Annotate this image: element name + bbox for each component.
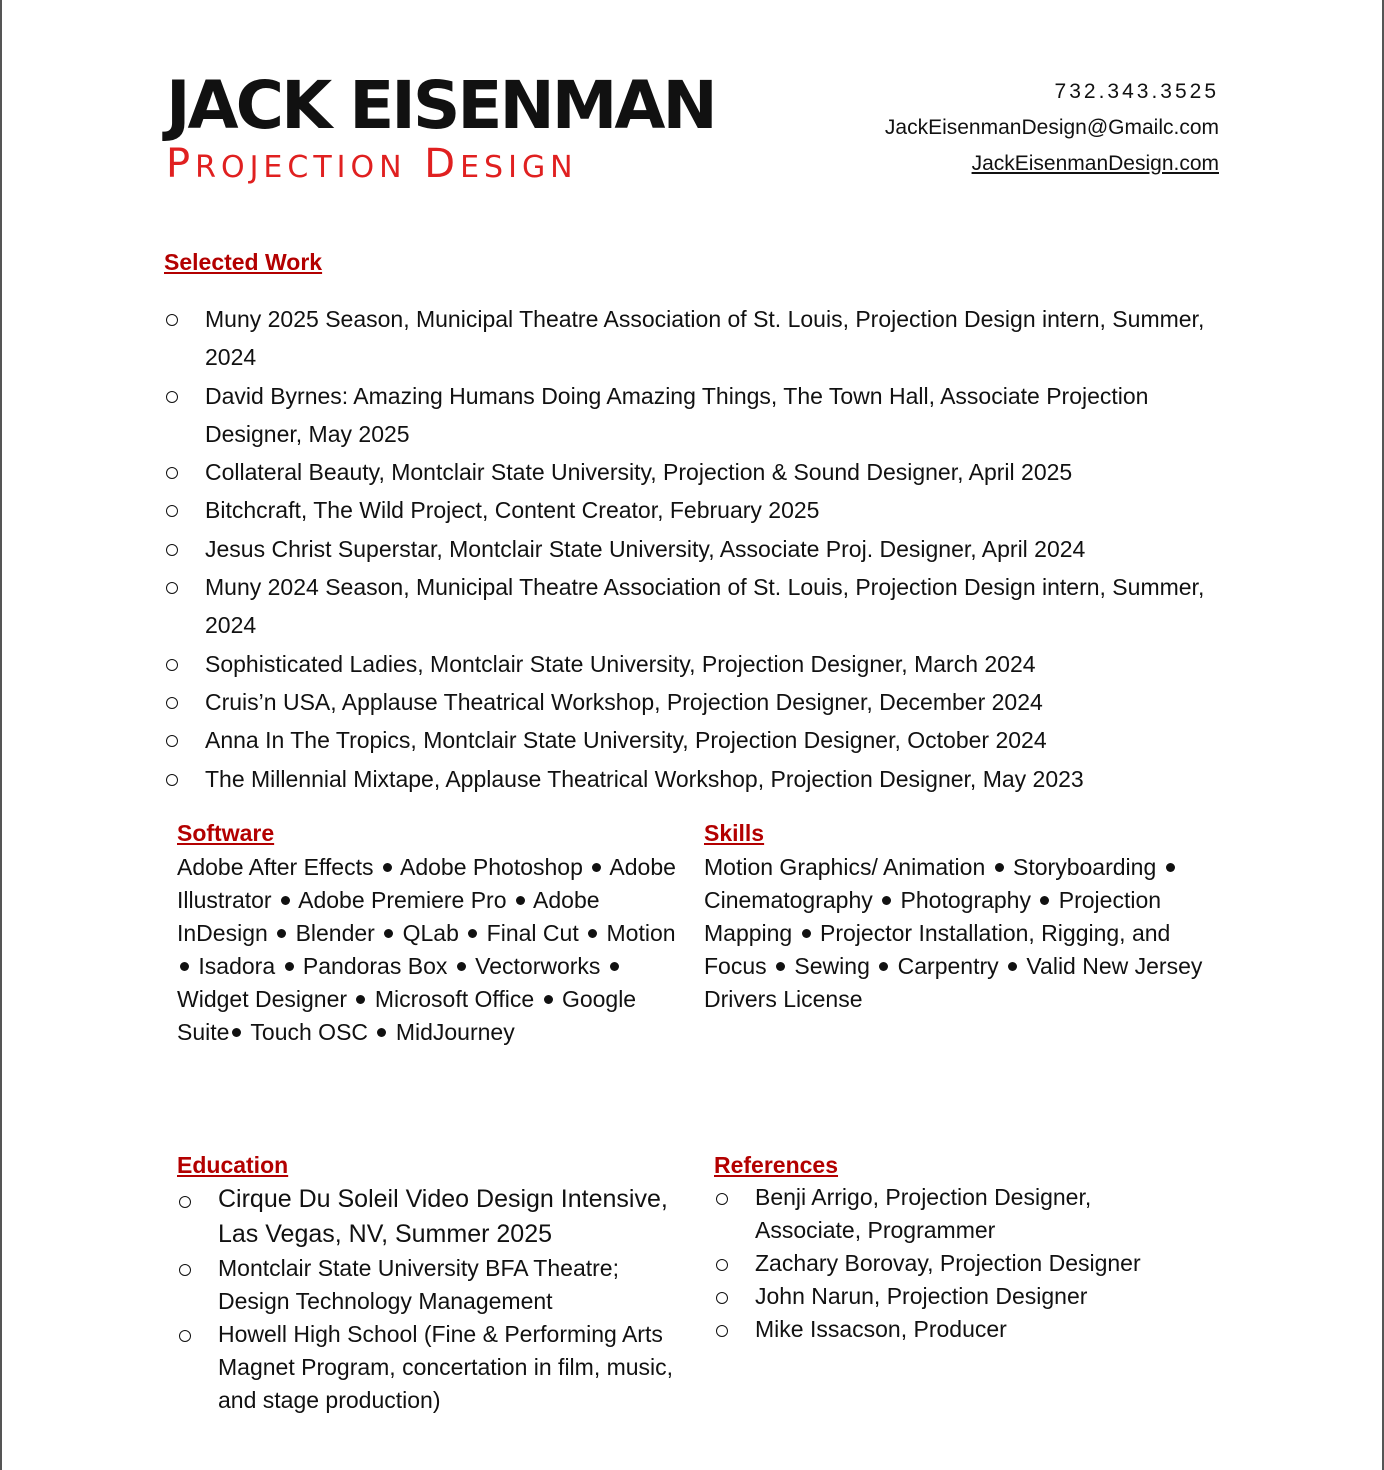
page-border-left bbox=[0, 0, 2, 1470]
filled-bullet-icon bbox=[457, 962, 466, 971]
filled-bullet-icon bbox=[180, 962, 189, 971]
hollow-bullet-icon bbox=[179, 1330, 191, 1342]
filled-bullet-icon bbox=[1008, 962, 1017, 971]
filled-bullet-icon bbox=[516, 896, 525, 905]
hollow-bullet-icon bbox=[166, 735, 178, 747]
education-item: Montclair State University BFA Theatre; Design Technology Management bbox=[177, 1252, 692, 1318]
education-item: Howell High School (Fine & Performing Arts Magnet Program, concertation in film, music, and stage production) bbox=[177, 1318, 692, 1417]
filled-bullet-icon bbox=[383, 863, 392, 872]
hollow-bullet-icon bbox=[716, 1325, 728, 1337]
hollow-bullet-icon bbox=[716, 1193, 728, 1205]
hollow-bullet-icon bbox=[166, 505, 178, 517]
reference-item: Benji Arrigo, Projection Designer, Associate, Programmer bbox=[714, 1181, 1184, 1247]
filled-bullet-icon bbox=[285, 962, 294, 971]
logo-subtitle-d: D bbox=[424, 141, 461, 187]
software-heading: Software bbox=[177, 820, 275, 846]
filled-bullet-icon bbox=[610, 962, 619, 971]
education-item: Cirque Du Soleil Video Design Intensive, Las Vegas, NV, Summer 2025 bbox=[177, 1182, 692, 1252]
filled-bullet-icon bbox=[281, 896, 290, 905]
work-item: Anna In The Tropics, Montclair State University, Projection Designer, October 2024 bbox=[164, 721, 1224, 759]
filled-bullet-icon bbox=[879, 962, 888, 971]
filled-bullet-icon bbox=[384, 929, 393, 938]
filled-bullet-icon bbox=[802, 929, 811, 938]
hollow-bullet-icon bbox=[166, 774, 178, 786]
hollow-bullet-icon bbox=[166, 314, 178, 326]
hollow-bullet-icon bbox=[179, 1264, 191, 1276]
hollow-bullet-icon bbox=[166, 391, 178, 403]
hollow-bullet-icon bbox=[166, 544, 178, 556]
filled-bullet-icon bbox=[277, 929, 286, 938]
work-item: Jesus Christ Superstar, Montclair State University, Associate Proj. Designer, April 2024 bbox=[164, 530, 1224, 568]
filled-bullet-icon bbox=[377, 1028, 386, 1037]
reference-item: John Narun, Projection Designer bbox=[714, 1280, 1184, 1313]
logo-subtitle-esign: ESIGN bbox=[460, 150, 578, 185]
hollow-bullet-icon bbox=[166, 467, 178, 479]
filled-bullet-icon bbox=[1166, 863, 1175, 872]
reference-item: Zachary Borovay, Projection Designer bbox=[714, 1247, 1184, 1280]
filled-bullet-icon bbox=[995, 863, 1004, 872]
logo-subtitle bbox=[166, 141, 726, 188]
filled-bullet-icon bbox=[882, 896, 891, 905]
work-item: Cruis’n USA, Applause Theatrical Workshop, Projection Designer, December 2024 bbox=[164, 683, 1224, 721]
work-item: The Millennial Mixtape, Applause Theatrical Workshop, Projection Designer, May 2023 bbox=[164, 760, 1224, 798]
work-item: Muny 2024 Season, Municipal Theatre Association of St. Louis, Projection Design intern, Summer, 2024 bbox=[164, 568, 1224, 645]
website-link[interactable]: JackEisenmanDesign.com bbox=[971, 152, 1219, 175]
selected-work-list bbox=[164, 300, 1224, 798]
hollow-bullet-icon bbox=[716, 1259, 728, 1271]
work-item: Sophisticated Ladies, Montclair State University, Projection Designer, March 2024 bbox=[164, 645, 1224, 683]
selected-work-heading: Selected Work bbox=[164, 249, 323, 275]
work-item: Collateral Beauty, Montclair State University, Projection & Sound Designer, April 2025 bbox=[164, 453, 1224, 491]
work-item: David Byrnes: Amazing Humans Doing Amazing Things, The Town Hall, Associate Projection Designer, May 2025 bbox=[164, 377, 1224, 454]
filled-bullet-icon bbox=[468, 929, 477, 938]
hollow-bullet-icon bbox=[179, 1196, 191, 1208]
filled-bullet-icon bbox=[776, 962, 785, 971]
work-item: Bitchcraft, The Wild Project, Content Creator, February 2025 bbox=[164, 491, 1224, 529]
education-list bbox=[177, 1182, 692, 1417]
filled-bullet-icon bbox=[544, 995, 553, 1004]
reference-item: Mike Issacson, Producer bbox=[714, 1313, 1184, 1346]
email-address[interactable]: JackEisenmanDesign@Gmailc.com bbox=[884, 116, 1219, 139]
logo-name: JACK EISENMAN bbox=[166, 67, 715, 144]
logo bbox=[166, 67, 726, 188]
filled-bullet-icon bbox=[1040, 896, 1049, 905]
filled-bullet-icon bbox=[232, 1028, 241, 1037]
hollow-bullet-icon bbox=[166, 659, 178, 671]
filled-bullet-icon bbox=[588, 929, 597, 938]
skills-list: Motion Graphics/ Animation Storyboarding Cinematography Photography Projection Mapping Projector Installation, Rigging, and Focus Sewing Carpentry Valid New Jersey Drivers License bbox=[704, 854, 1203, 1012]
hollow-bullet-icon bbox=[166, 582, 178, 594]
hollow-bullet-icon bbox=[166, 697, 178, 709]
references-list bbox=[714, 1181, 1184, 1346]
education-heading: Education bbox=[177, 1152, 289, 1178]
contact-block bbox=[885, 74, 1219, 182]
logo-subtitle-p: P bbox=[166, 141, 196, 187]
hollow-bullet-icon bbox=[716, 1292, 728, 1304]
work-item: Muny 2025 Season, Municipal Theatre Association of St. Louis, Projection Design intern, Summer, 2024 bbox=[164, 300, 1224, 377]
logo-subtitle-rojection: ROJECTION bbox=[195, 150, 407, 185]
references-heading: References bbox=[714, 1152, 839, 1178]
phone-number: 732.343.3525 bbox=[1054, 80, 1219, 103]
filled-bullet-icon bbox=[356, 995, 365, 1004]
software-list: Adobe After Effects Adobe Photoshop Adobe Illustrator Adobe Premiere Pro Adobe InDesign Blender QLab Final Cut Motion Isadora Pandoras Box Vectorworks Widget Designer Microsoft Office Google Suite Touch OSC MidJourney bbox=[177, 854, 676, 1045]
skills-heading: Skills bbox=[704, 820, 765, 846]
filled-bullet-icon bbox=[592, 863, 601, 872]
